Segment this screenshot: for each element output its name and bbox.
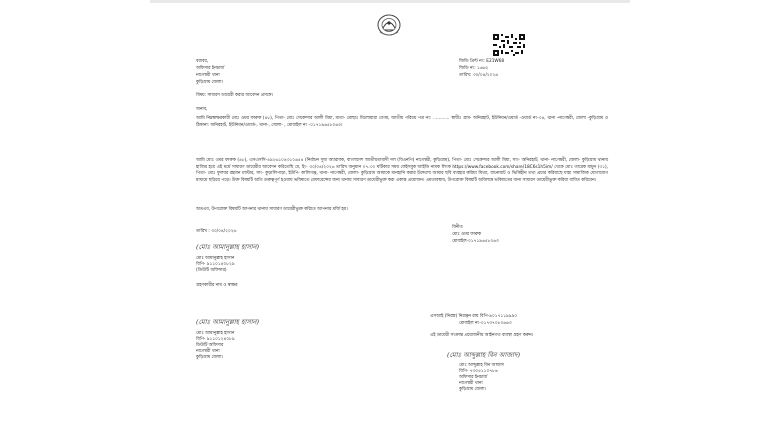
gd-date: তারিখ: ৩০/০৪/২০২৬ <box>459 73 498 78</box>
qr-code <box>493 34 525 56</box>
police-emblem-icon <box>372 12 406 38</box>
duty-officer-signature: (মোঃ আমানুল্লাহ হাসান) <box>196 243 260 251</box>
to-district: কুড়িগ্রাম জেলা। <box>196 80 224 85</box>
investigator-mobile: মোবাইল নং-০১৭৩৭০৮০৬৬৩ <box>459 321 512 326</box>
to-officer: অফিসার ইনচার্জ <box>196 66 225 71</box>
gd-number: জিডি নং: ১৬৬২ <box>459 66 489 71</box>
intro-paragraph: আমি নিম্নস্বাক্ষরকারী মোঃ ওমর ফারুক (৪৮), পিতা- মোঃ সেকেন্দার আলী মিয়া, মাতা- মোছাঃ মিলোয়ারা বেগম, জাতীয় পরিচয় পত্র নং: ............ স্থায়ীঃ গ্রাম- অনিরহাট, ইউনিয়ন/ওয়ার্ড -ওয়ার্ড নং-০৪, থানা -নাগেশ্বরী, জেলা -কুড়িগ্রাম ও ঠিকানা: অনিরহাট, ইউনিয়ন/ওয়ার্ড-, থানা-, জেলা- , মোবাইল নং -০১৭১৯৬৫৮০৬৩। <box>196 116 608 128</box>
oc-signature: (মোঃ আব্দুল্লাহ বিন আজাদ) <box>447 351 520 359</box>
closing-line: অতএব, উপরোক্ত বিষয়টি আপনার থানায় সাধারণ ডায়েরীভুক্ত করিতে আপনার মর্জি হয়। <box>196 207 348 212</box>
to-line: বরাবর, <box>196 59 209 64</box>
duty-officer-designation: (ডিউটি অফিসার) <box>196 268 227 273</box>
applicant-label: বিনীত <box>452 225 463 230</box>
scan-top-band <box>150 0 630 3</box>
receiver-station: নাগেশ্বরী থানা <box>196 349 220 354</box>
subject-line: বিষয়: সাধারণ ডায়েরী করার আবেদন প্রসঙ্গে। <box>196 93 273 98</box>
oc-name: মোঃ আব্দুল্লাহ বিন আজাদ <box>459 363 504 368</box>
receiver-signature: (মোঃ আমানুল্লাহ হাসান) <box>196 318 260 326</box>
receiver-name: মোঃ আমানুল্লাহ হাসান <box>196 331 235 336</box>
applicant-mobile: মোবাইল-০১৭১৯৬৫৮০৬৩ <box>452 239 499 244</box>
to-station: নাগেশ্বরী থানা <box>196 73 220 78</box>
oc-designation: অফিসার ইনচার্জ <box>459 375 488 380</box>
oc-bp: বিপি- ৭৩০৫১১০৭৮৬ <box>459 369 498 374</box>
main-paragraph: আমি মোঃ ওমর ফারুক (৪৮), এসএসসি-৪৯২৬১০৪৩১০৬৫৪ (নির্বাচন সুধা অ্যারাবক, বাংলাদেশ জাতীয়তাবাদী দল (বিএনপি) নাগেশ্বরী, কুড়িগ্রাম), পিতা- মোঃ সেকেন্দার আলী মিয়া, সাং- অনিরহাট, থানা- নাগেশ্বরী, জেলা- কুড়িগ্রাম থানায় হাজির হয়ে এই মর্মে সাধারণ ডায়েরীর আবেদন করিতেছি যে, ইং- ৩০/০৪/২০২৬ তারিখ অনুমান ০৭.৩০ ঘটিকার সময় ফেইসবুক আইডি নামক লিংক https://www.facebook.com/share/18C6s1h5im/ থেকে মোঃ তারেক মামুন (৩১), পিতা- মোঃ ফুলবর রহমান মাস্টার, সাং- কুড়ালিপাড়া, ইউপি- কালিগঞ্জ, থানা- নাগেশ্বরী, জেলা- কুড়িগ্রাম আমাকে মানহানি করার উদ্দেশ্যে আমার ছবি ব্যবহার করিয়া মিথ্যা, বানোয়াট ও ভিত্তিহীন তথ্য প্রচার করিয়াছে যাহা সামাজিক যোগাযোগ মাধ্যমে ছড়িয়ে পড়ে। উক্ত বিষয়টি অতি গুরুত্বপূর্ণ হওয়ায় ভবিষ্যতে রেফারেন্সের জন্য থানায় সাধারণ ডায়েরীভুক্ত করা একান্ত প্রয়োজন। এমতাবস্থায়, উপরোক্ত বিষয়টি অবিলম্বে ভবিষ্যতের জন্য সাধারণ ডায়েরীভুক্ত করিয়া বাধিত করিবেন। <box>196 158 608 183</box>
duty-officer-name: মোঃ আমানুল্লাহ হাসান <box>196 256 235 261</box>
duty-officer-bp: বিপি- ৯১১০১৪০৮২৯ <box>196 262 235 267</box>
oc-station: নাগেশ্বরী থানা <box>459 381 483 386</box>
date-line: তারিখ : ৩০/০৪/২০২৬ <box>196 229 237 234</box>
receiver-district: কুড়িগ্রাম জেলা। <box>196 355 224 360</box>
receiver-bp: বিপি- ৯১১০১২৪০৮৯ <box>196 337 235 342</box>
investigator-line: এসআই (নিরস্ত্র) নিরঞ্জন রায় বিপি-৯০১৭১১৯৯৯০ <box>430 314 518 319</box>
salutation: জনাব, <box>196 107 208 112</box>
oc-instruction: এই ডায়েরী সংক্রান্ত প্রয়োজনীয় আইনগত ব্যবস্থা গ্রহণ করুন। <box>430 333 534 338</box>
receiver-caption: গ্রহণকারীর নাম ও স্বাক্ষর <box>196 283 238 288</box>
applicant-name: মোঃ ওমর ফারুক <box>452 232 481 237</box>
oc-district: কুড়িগ্রাম জেলা। <box>459 387 487 392</box>
gd-print-number: জিডি প্রিন্ট নং: E21W68 <box>459 59 505 64</box>
receiver-designation: ডিউটি অফিসার <box>196 343 224 348</box>
